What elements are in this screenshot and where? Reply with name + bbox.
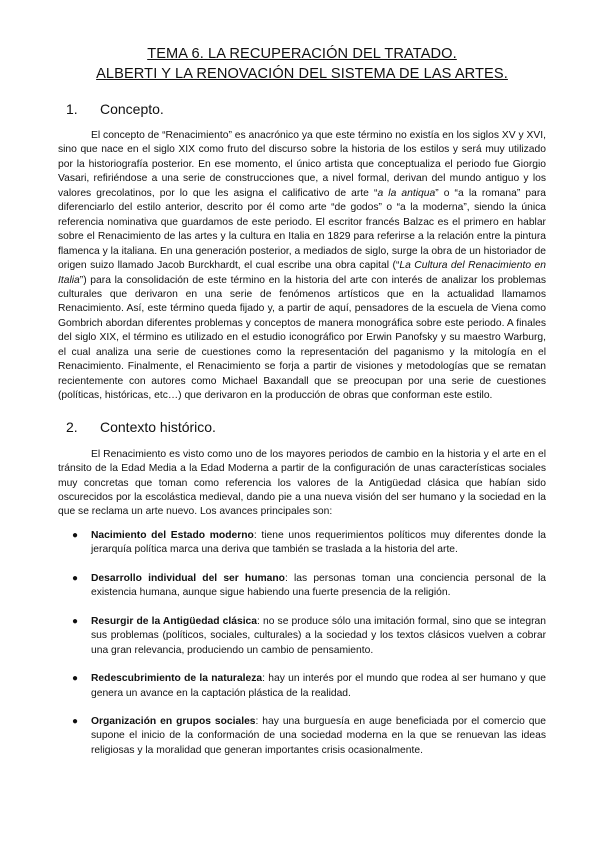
list-item-term: Desarrollo individual del ser humano [91,572,285,584]
title-line-2: ALBERTI Y LA RENOVACIÓN DEL SISTEMA DE LAS ARTES. [96,66,508,82]
list-item [58,572,546,601]
bullet-icon: ● [72,673,79,685]
paragraph-text: ”) para la consolidación de este término en la historia del arte con interés de analizar los problemas culturales que derivaron en una serie de fenómenos artísticos que en la actualidad llamamos Renacimiento. Así, este término queda fijado y, a partir de aquí, pensadores de la escuela de Viena como Gombrich abordan diferentes problemas y conceptos de manera monográfica sobre este periodo. A finales del siglo XIX, el término es utilizado en el estudio iconográfico por Erwin Panofsky y su maestro Warburg, el cual analiza una serie de cuestiones como la representación del paganismo y la mitología en el Renacimiento. Finalmente, el Renacimiento se forja a partir de visiones y metodologías que se rematan recientemente con autores como Michael Baxandall que se preocupan por una serie de cuestiones (políticas, históricas, etc…) que derivaron en la producción de obras que conforman este estilo. [58,274,546,402]
list-item-term: Resurgir de la Antigüedad clásica [91,615,258,627]
section-2-title: Contexto histórico. [100,418,216,435]
list-item-text: : las personas toman una conciencia personal de la existencia humana, aunque sigue habiendo una fuerte presencia de la religión. [91,572,547,599]
bullet-icon: ● [72,529,79,541]
section-1-paragraph [58,129,546,404]
document-title [58,0,546,84]
section-1-number: 1. [66,101,78,117]
list-item [58,672,546,701]
list-item-term: Organización en grupos sociales [91,715,256,727]
list-item-text: : hay un interés por el mundo que rodea al ser humano y que genera un avance en la captación plástica de la realidad. [91,673,547,699]
section-1-heading [66,101,546,117]
list-item-term: Redescubrimiento de la naturaleza [91,673,263,685]
list-item-text: : no se produce sólo una imitación formal, sino que se integran sus problemas (políticos, sociales, culturales) a la sociedad y los textos clásicos vuelven a cobrar una gran relevancia, produciendo un cambio de pensamiento. [91,615,546,656]
list-item [58,715,546,758]
paragraph-text: ” o “a la romana” para diferenciarlo del estilo anterior, descrito por él como arte “de godos” o “a la moderna”, siendo la única referencia nominativa que guardamos de este periodo. El escritor francés Balzac es el primero en hablar sobre el Renacimiento de las artes y la cultura en Italia en 1829 para referirse a la relación entre la pintura flamenca y la italiana. En una generación posterior, a mediados de siglo, surge la obra de un historiador de origen suizo llamado Jacob Burckhardt, el cual escribe una obra capital (“ [58,187,546,272]
section-2-number: 2. [66,418,78,435]
list-item-text: : hay una burguesía en auge beneficiada por el comercio que supone el inicio de la conformación de una sociedad moderna en la que se renuevan las ideas religiosas y la moralidad que generan importantes crisis ocasionalmente. [91,715,546,756]
advances-list [58,529,546,758]
bullet-icon: ● [72,715,79,727]
bullet-icon: ● [72,572,79,584]
list-item [58,529,546,558]
title-line-1: TEMA 6. LA RECUPERACIÓN DEL TRATADO. [147,46,457,62]
section-2-heading [66,419,546,435]
list-item [58,615,546,658]
paragraph-text: El concepto de “Renacimiento” es anacrónico ya que este término no existía en los siglos XV y XVI, sino que nace en el siglo XIX como fruto del discurso sobre la historia de los estilos y será muy utilizado por la historiografía posterior. En ese momento, el único artista que conceptualiza el periodo fue Giorgio Vasari, refiriéndose a una serie de construcciones que, a nivel formal, derivan del mundo antiguo y los valores grecolatinos, por lo que les asigna el calificativo de arte “ [58,130,546,199]
section-1-title: Concepto. [100,101,164,117]
book-title: La Cultura del Renacimiento en Italia [58,260,546,286]
italic-term: a la antiqua [377,187,436,199]
bullet-icon: ● [72,615,79,627]
section-2-paragraph: El Renacimiento es visto como uno de los mayores periodos de cambio en la historia y el arte en el tránsito de la Edad Media a la Edad Moderna a partir de la configuración de unas características sociales muy concretas que toman como referencia los valores de la Antigüedad clásica que habían sido oscurecidos por la escolástica medieval, dando pie a una nueva visión del ser humano y la sociedad en la que se reclama un arte nuevo. Los avances principales son: [58,448,546,518]
list-item-text: : tiene unos requerimientos políticos muy diferentes donde la jerarquía política marca una deriva que también se traslada a la historia del arte. [91,529,546,556]
list-item-term: Nacimiento del Estado moderno [91,529,254,541]
